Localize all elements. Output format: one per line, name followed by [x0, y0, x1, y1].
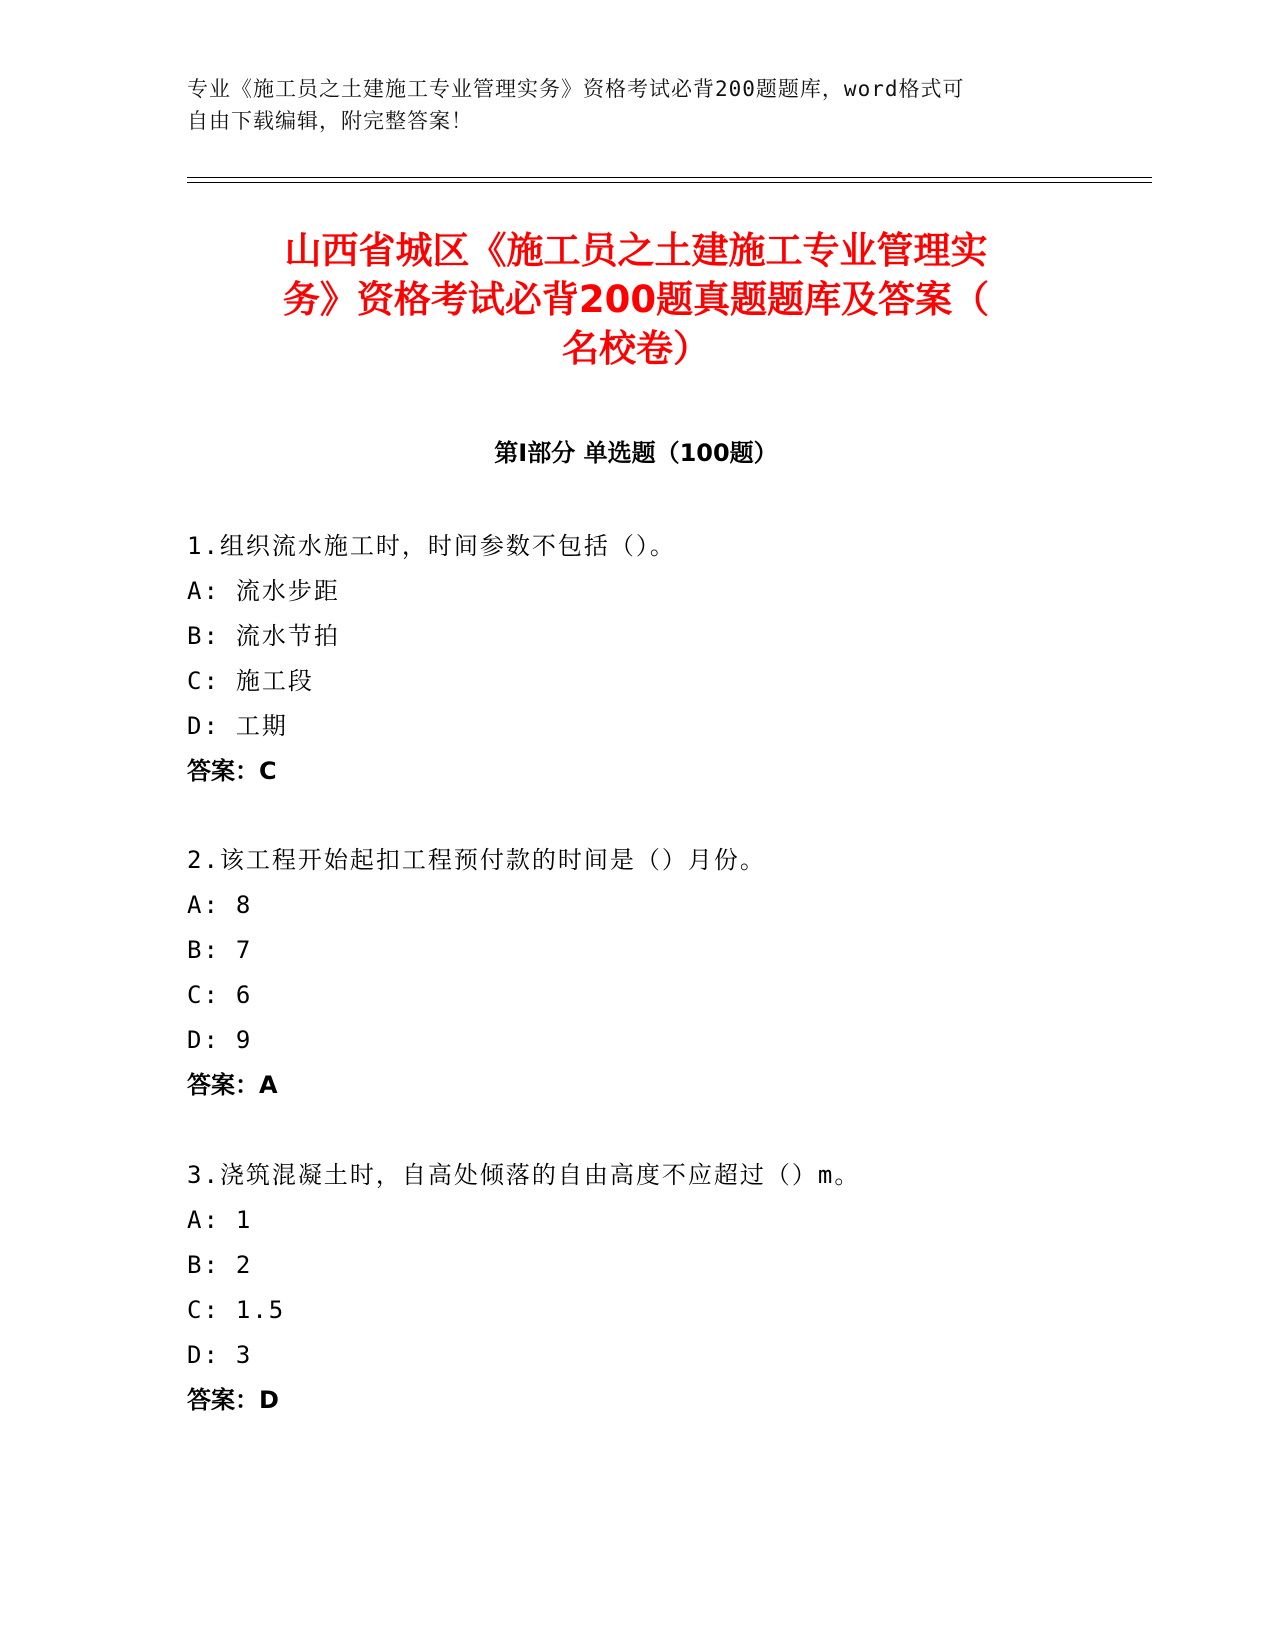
- option-key: C:: [187, 1296, 220, 1324]
- option-text: 8: [235, 891, 253, 919]
- option-key: B:: [187, 936, 220, 964]
- option-text: 9: [235, 1026, 253, 1054]
- option-key: B:: [187, 622, 220, 650]
- header-note-line-2: 自由下载编辑，附完整答案！: [187, 109, 473, 133]
- option-key: D:: [187, 1341, 220, 1369]
- option-key: C:: [187, 981, 220, 1009]
- option-key: A:: [187, 1206, 220, 1234]
- option-b: [187, 1243, 1087, 1288]
- answer: 答案：A: [187, 1071, 278, 1099]
- option-key: D:: [187, 712, 220, 740]
- option-a: [187, 1198, 1087, 1243]
- answer: 答案：D: [187, 1386, 279, 1414]
- option-a: [187, 569, 1087, 614]
- option-text: 流水节拍: [235, 622, 340, 650]
- option-key: C:: [187, 667, 220, 695]
- option-d: [187, 1018, 1087, 1063]
- question-2: [187, 838, 1087, 1108]
- option-key: B:: [187, 1251, 220, 1279]
- option-text: 施工段: [235, 667, 314, 695]
- option-text: 6: [235, 981, 253, 1009]
- document-title-line-2: 务》资格考试必背200题真题题库及答案（: [282, 278, 990, 321]
- document-title-line-3: 名校卷）: [562, 327, 710, 370]
- option-key: D:: [187, 1026, 220, 1054]
- option-c: [187, 659, 1087, 704]
- option-b: [187, 928, 1087, 973]
- question-stem: 2.该工程开始起扣工程预付款的时间是（）月份。: [187, 846, 766, 874]
- section-title: 第Ⅰ部分 单选题（100题）: [494, 439, 778, 467]
- question-1: [187, 524, 1087, 794]
- question-stem: 3.浇筑混凝土时，自高处倾落的自由高度不应超过（）m。: [187, 1161, 861, 1189]
- option-key: A:: [187, 891, 220, 919]
- option-a: [187, 883, 1087, 928]
- header-divider-bottom: [187, 182, 1152, 183]
- option-text: 1: [235, 1206, 253, 1234]
- option-d: [187, 704, 1087, 749]
- header-note-line-1: 专业《施工员之土建施工专业管理实务》资格考试必背200题题库，word格式可: [187, 77, 965, 101]
- option-c: [187, 1288, 1087, 1333]
- question-stem: 1.组织流水施工时，时间参数不包括（）。: [187, 532, 676, 560]
- option-b: [187, 614, 1087, 659]
- header-divider-top: [187, 177, 1152, 178]
- question-3: [187, 1153, 1087, 1423]
- option-text: 2: [235, 1251, 253, 1279]
- header-note: [187, 73, 1067, 137]
- document-title: [187, 226, 1085, 373]
- option-text: 工期: [235, 712, 288, 740]
- option-c: [187, 973, 1087, 1018]
- option-text: 流水步距: [235, 577, 340, 605]
- option-d: [187, 1333, 1087, 1378]
- option-key: A:: [187, 577, 220, 605]
- option-text: 1.5: [235, 1296, 286, 1324]
- option-text: 3: [235, 1341, 253, 1369]
- answer: 答案：C: [187, 757, 277, 785]
- option-text: 7: [235, 936, 253, 964]
- document-title-line-1: 山西省城区《施工员之土建施工专业管理实: [284, 229, 988, 272]
